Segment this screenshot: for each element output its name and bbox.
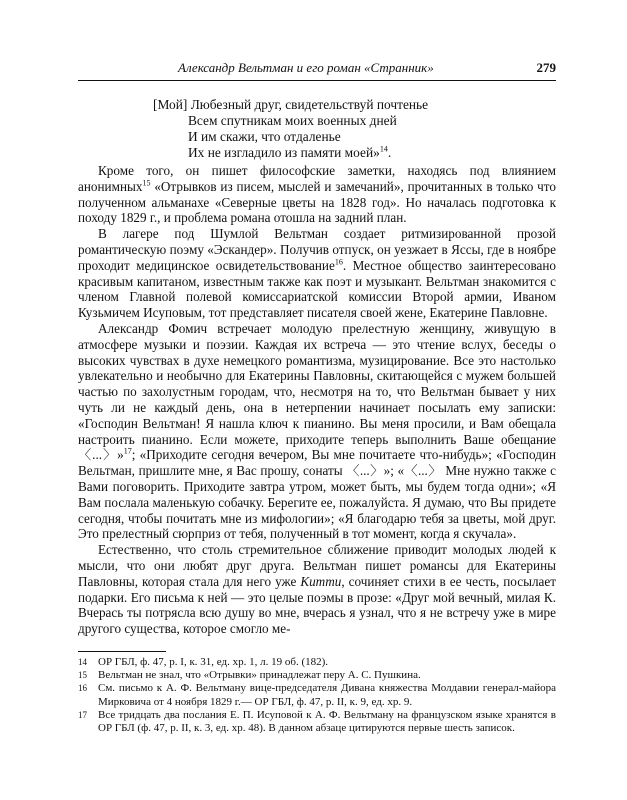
body-text bbox=[78, 163, 556, 637]
running-title: Александр Вельтман и его роман «Странник» bbox=[178, 60, 434, 75]
footnote-ref: 17 bbox=[123, 446, 132, 456]
footnote-number: 16 bbox=[78, 683, 87, 694]
poem-line-last: Их не изгладило из памяти моей»$^{14}$. bbox=[188, 144, 392, 160]
footnote-text: Вельтман не знал, что «Отрывки» принадлежат перу А. С. Пушкина. bbox=[98, 669, 421, 682]
footnote bbox=[78, 709, 556, 735]
footnote-number: 15 bbox=[78, 670, 87, 681]
paragraph-1 bbox=[78, 163, 556, 226]
footnote-number: 17 bbox=[78, 709, 87, 720]
footnote-ref: 16 bbox=[334, 257, 343, 267]
footnote bbox=[78, 669, 556, 682]
footnote bbox=[78, 656, 556, 669]
page-number: 279 bbox=[536, 60, 556, 75]
paragraph-text: «Отрывков из писем, мыслей и замечаний», прочитанных в только что полученном альманахе «Северные цветы на 1828 год». Но началась подготовка к походу 1829 г., и проблема романа отошла на задний план. bbox=[78, 178, 556, 226]
footnote-ref: 14 bbox=[379, 144, 388, 154]
footnote bbox=[78, 682, 556, 708]
paragraph-text: . Местное общество заинтересовано красивым капитаном, известным также как поэт и музыкант. Вельтман знакомится с членом Главной полевой комиссариатской комиссии Второй армии, Иваном Кузьмичем Исуповым, тот представляет писателя своей жене, Екатерине Павловне. bbox=[78, 257, 557, 321]
paragraph-3 bbox=[78, 321, 556, 542]
footnotes bbox=[78, 656, 556, 735]
poem-line: И им скажи, что отдаленье bbox=[188, 129, 341, 144]
paragraph-4 bbox=[78, 542, 556, 637]
paragraph-text: Кроме того, он пишет философские заметки, находясь под влиянием анонимных bbox=[78, 163, 556, 194]
paragraph-text: Естественно, что столь стремительное сближение приводит молодых людей к мысли, что они любят друг друга. Вельтман пишет романсы для Екатерины Павловны, которая стала для него уже bbox=[78, 542, 556, 589]
paragraph-text: В лагере под Шумлой Вельтман создает ритмизированной прозой романтическую поэму «Эскандер». Получив отпуск, он уезжает в Яссы, где в ноябре проходит медицинское освидетельствование bbox=[78, 226, 556, 273]
footnote-divider bbox=[78, 651, 166, 652]
emphasis-name: Китти bbox=[300, 573, 342, 589]
poem-line: Всем спутникам моих военных дней bbox=[188, 113, 397, 128]
page-header bbox=[78, 60, 556, 81]
poem-quote bbox=[153, 97, 428, 161]
footnote-number: 14 bbox=[78, 657, 87, 667]
footnote-ref: 15 bbox=[142, 178, 151, 188]
footnote-text: См. письмо к А. Ф. Вельтману вице-председателя Дивана княжества Молдавии генерал-майора Мирковича от 4 ноября 1829 г.— ОР ГБЛ, ф. 47, р. II, к. 9, ед. хр. 9. bbox=[98, 682, 556, 708]
paragraph-2 bbox=[78, 226, 556, 321]
footnote-text: Все тридцать два послания Е. П. Исуповой к А. Ф. Вельтману на французском языке хранятся в ОР ГБЛ (ф. 47, р. II, к. 3, ед. хр. 48). В данном абзаце цитируются первые шесть записок. bbox=[98, 708, 556, 735]
paragraph-text: ; «Приходите сегодня вечером, Вы мне почитаете что-нибудь»; «Господин Вельтман, пришлите мне, я Вас прошу, сонаты 〈...〉»; «〈...〉 Мне нужно также с Вами поговорить. Приходите завтра утром, может быть, мы будем тогда одни»; «Я Вам послала маленькую собачку. Берегите ее, пожалуйста. Я думаю, что Вы придете сегодня, чтобы почитать мне из мифологии»; «Я благодарю тебя за цветы, мой друг. Это прелестный сюрприз от тебя, полученный в тот момент, когда я скучала». bbox=[78, 447, 557, 542]
poem-line-text: Их не изгладило из памяти моей» bbox=[188, 145, 380, 160]
paragraph-text: Александр Фомич встречает молодую прелестную женщину, живущую в атмосфере музыки и поэзии. Каждая их встреча — это чтение вслух, беседы о высоких чувствах в духе немецкого романтизма, музицирование. Все это настолько увлекательно и необычно для Екатерины Павловны, скитающейся с мужем большей частью по захолустным городам, что, несмотря на то, что Вельтман бывает у них чуть ли не каждый день, она в нетерпении начинает посылать ему записки: «Господин Вельтман! Я нашла ключ к пианино. Вы меня просили, и Вам обещала настроить пианино. Если можете, приходите теперь выполнить Ваше обещание 〈...〉» bbox=[78, 320, 556, 463]
poem-line: [Мой] Любезный друг, свидетельствуй почтенье bbox=[153, 97, 429, 112]
paragraph-text: , сочиняет стихи в ее честь, посылает подарки. Его письма к ней — это целые поэмы в прозе: «Друг мой вечный, милая К. Вчерась ты потрясла всю душу во мне, вчерась я узнал, что я не встречу уже в мире другого существа, которое смогло ме- bbox=[78, 573, 556, 637]
footnote-text: ОР ГБЛ, ф. 47, р. I, к. 31, ед. хр. 1, л. 19 об. (182). bbox=[98, 656, 329, 668]
